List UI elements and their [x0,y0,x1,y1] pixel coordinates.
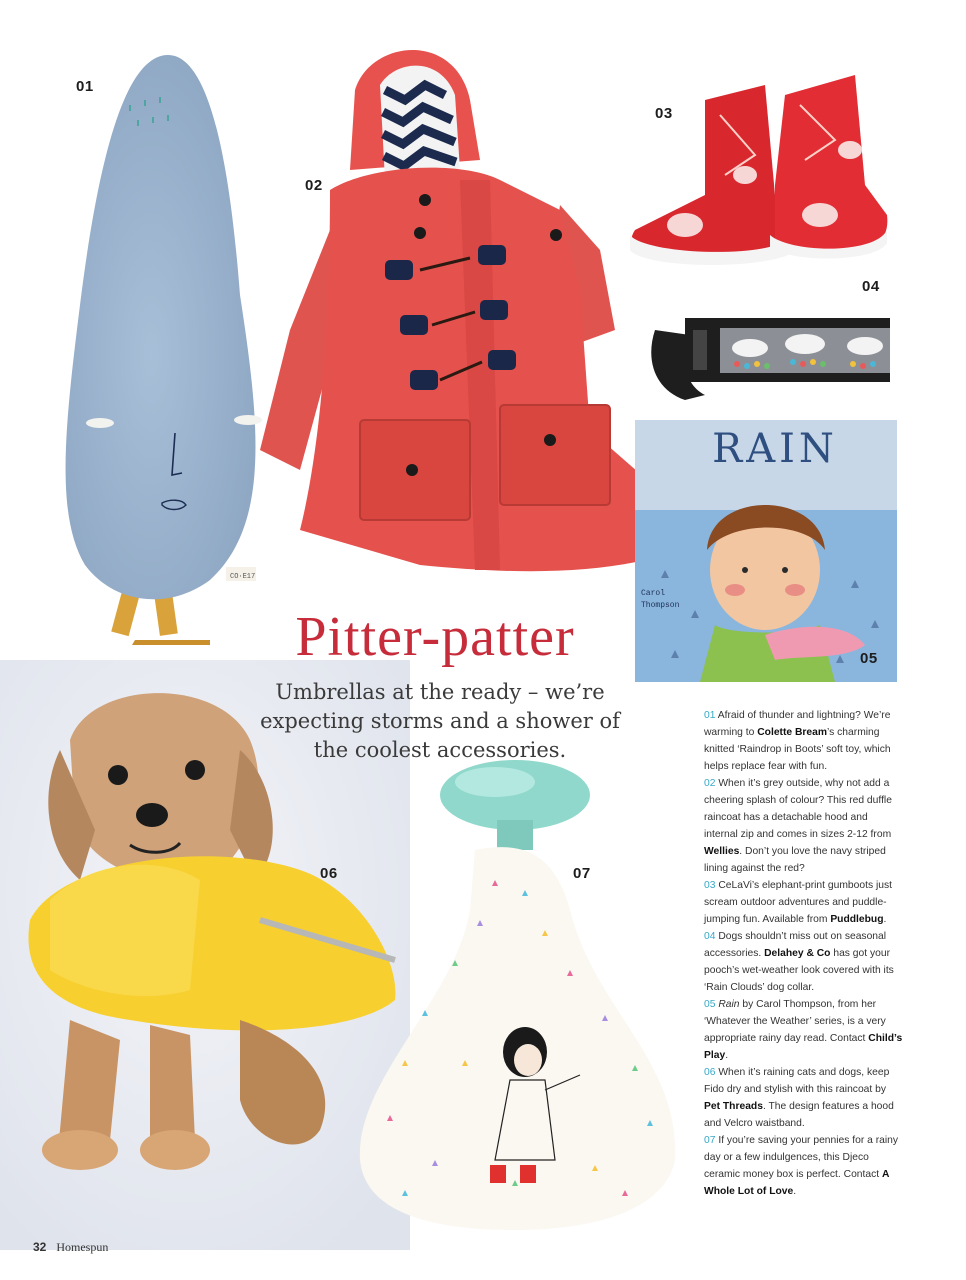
magazine-name: Homespun [56,1240,109,1254]
elephant-gumboots-image [625,55,890,275]
page-subtitle: Umbrellas at the ready – we’re expecting storms and a shower of the coolest accessories. [260,680,620,762]
ceramic-money-box-image [345,760,690,1240]
description-item: 03 CeLaVi’s elephant-print gumboots just scream outdoor adventures and puddle-jumping fun. Available from Puddlebug. [704,880,892,925]
description-item: 01 Afraid of thunder and lightning? We’re warming to Colette Bream’s charming knitted ‘Raindrop in Boots’ soft toy, which helps replace fear with fun. [704,710,891,772]
product-descriptions [704,707,904,1200]
item-number-04: 04 [862,278,880,295]
item-number-03: 03 [655,105,673,122]
book-title: RAIN [712,426,838,472]
item-number-02: 02 [305,177,323,194]
raindrop-soft-toy-image [60,45,280,650]
description-item: 02 When it’s grey outside, why not add a cheering splash of colour? This red duffle raincoat has a detachable hood and internal zip and comes in sizes 2-12 from Wellies. Don’t you love the navy striped lining against the red? [704,778,892,874]
item-number-01: 01 [76,78,94,95]
toy-tag: CO·E17 [230,573,256,581]
rain-clouds-dog-collar-image [645,300,895,405]
item-number-05: 05 [860,650,878,667]
book-author: Carol Thompson [641,589,680,610]
item-number-06: 06 [320,865,338,882]
description-item: 06 When it’s raining cats and dogs, keep Fido dry and stylish with this raincoat by Pet Threads. The design features a hood and Velcro waistband. [704,1067,894,1129]
description-item: 04 Dogs shouldn’t miss out on seasonal accessories. Delahey & Co has got your pooch’s wet-weather look covered with its ‘Rain Clouds’ dog collar. [704,931,894,993]
description-item: 05 Rain by Carol Thompson, from her ‘Whatever the Weather’ series, is a very appropriate rainy day read. Contact Child’s Play. [704,999,903,1061]
item-number-07: 07 [573,865,591,882]
description-item: 07 If you’re saving your pennies for a rainy day or a few indulgences, this Djeco ceramic money box is perfect. Contact A Whole Lot of Love. [704,1135,899,1197]
page-number: 32 [33,1240,47,1254]
page-title: Pitter-patter [295,606,575,668]
red-raincoat-image [260,30,680,600]
rain-book-cover [635,420,897,682]
page-footer [33,1240,108,1255]
